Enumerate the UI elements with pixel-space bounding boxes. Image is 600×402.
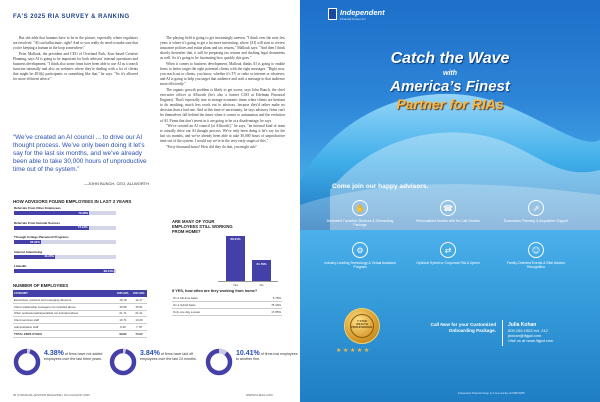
contact-name: Julia Kohan	[508, 322, 537, 328]
found-employees-title: HOW ADVISORS FOUND EMPLOYEES IN LAST 3 YEARS	[13, 199, 132, 204]
table-cell: Client services staff	[13, 317, 115, 324]
table-cell: 98.82	[115, 330, 131, 337]
bar-value-label: 68.21%	[230, 237, 241, 242]
table-cell: Only one day a week	[172, 309, 250, 316]
divider	[502, 320, 503, 346]
table-cell: 21.71	[115, 310, 131, 317]
feature-label: Industry-Leading Technology & Virtual Assistant Program	[324, 261, 396, 270]
stat-value: 3.84%	[140, 350, 160, 357]
feature-label: Optional Hybrid or Corporate RIA A Option	[416, 261, 480, 265]
pull-quote-attribution: —JOHN BUNCH, CEO, ALLWORTH	[84, 181, 149, 186]
bar-value-label: 40.20%	[44, 254, 54, 259]
employees-table-title: NUMBER OF EMPLOYEES	[13, 283, 69, 288]
table-cell: 10.71	[115, 317, 131, 324]
stat-callout	[109, 348, 201, 388]
options-icon: ⇄	[440, 242, 456, 258]
table-row	[13, 324, 147, 331]
bar-label: Referrals From Other Employees	[14, 206, 61, 210]
bar-value-label: 26.32%	[30, 239, 40, 244]
contact-website[interactable]: Visit us at www.ifgpd.com	[508, 338, 554, 343]
table-cell: Client relationship managers not included above	[13, 303, 115, 310]
bar	[226, 236, 245, 281]
bar-value-label: 98.44%	[103, 268, 114, 273]
stat-value: 4.38%	[44, 350, 64, 357]
table-cell: 21.21	[131, 310, 147, 317]
bar-track	[14, 240, 116, 244]
bar-track	[14, 226, 116, 230]
stat-text	[140, 350, 202, 362]
people-icon: ☺	[528, 242, 544, 258]
working-from-home-title: ARE MANY OF YOUR EMPLOYEES STILL WORKING FROM HOME?	[172, 219, 233, 234]
paragraph: When it comes to business development, Mallouk thinks AI is going to enable firms to better target the right potential clients with the right messages. "Right now, you reach out to clients, you know, whether it's TV or radio or internet or whatever, and AI is going to help you target that audience and craft a message to that audience more efficiently."	[160, 61, 285, 87]
contact-email[interactable]: jkohan@ifgpd.com	[508, 333, 542, 338]
gear-icon: ⚙	[352, 242, 368, 258]
bar-value-label: 31.79%	[256, 261, 267, 266]
table-row	[172, 309, 282, 316]
bar	[14, 269, 114, 273]
table-header-cell: 2025 AVG.	[116, 292, 130, 295]
table-cell: 12.17	[131, 297, 147, 303]
paragraph: The organic growth problem is likely to get worse, says John Bunch, the chief executive officer at Allworth (he's also a former COO at Edelman Financial Engines). That's especially true in strange economic times when clients are hesitant to do anything, much less reach out to advisors, because they'd rather make no decision than a bad one. And at this time of uncertainty, he says advisory firms can't let themselves fall behind the times when it comes to automation and the evolution of AI. Firms that don't invest in it are going to be at a disadvantage, he says.	[160, 87, 285, 123]
table-cell: TOTAL EMPLOYEES	[13, 330, 115, 337]
bar	[14, 255, 55, 259]
article-column-2	[160, 36, 285, 151]
stat-description: of firms have not added employees over the last three years.	[44, 352, 103, 361]
bar-label: Through College Placement Programs	[14, 235, 69, 239]
table-cell: 6.75%	[250, 295, 282, 302]
ad-headline-with: with	[443, 70, 457, 77]
bar	[14, 211, 89, 215]
advertisement-page	[300, 0, 600, 402]
donut-remainder	[112, 351, 134, 373]
bar-category-label: No	[259, 282, 264, 287]
feature-label: Dedicated Transition Services & Onboarding Package	[326, 219, 394, 228]
stat-description: of firms lost employees to another firm.	[236, 352, 298, 361]
ad-headline-3: Partner for RIAs	[396, 96, 504, 112]
bar-label: LinkedIn	[14, 264, 27, 268]
page-footer-url: WWW.FA-MAG.COM	[246, 393, 273, 397]
bar-category-label: Yes	[233, 282, 238, 287]
employees-table	[13, 290, 147, 338]
stat-callout	[205, 348, 297, 388]
company-logo-name: Independent	[340, 8, 385, 17]
handshake-icon: ✋	[352, 200, 368, 216]
table-header-row	[13, 290, 147, 297]
table-cell: 15.58	[115, 303, 131, 310]
contact-block	[508, 322, 598, 343]
paragraph: Peter Mallouk, the president and CEO of Overland Park, Kan.-based Creative Planning, says AI is going to be important for both advisors' internal operations and business development. "I think also some firms have been able to use AI as a search function internally and also on websites where they're dealing with a lot of clients that might be 401(k) participants or something like that," he says. "So it's allowed for more efficient advice."	[13, 51, 138, 82]
feature-label: Personalized Service with No Call Centers	[416, 219, 480, 223]
paragraph: "We've created an AI council [at Allworth]," he says, "an internal kind of team to actually drive our AI thought process. We've only been doing it let's say for the last six months, and we've already been able to take 30,000 hours of unproductive time out of the system. I would say we're in the very early stages of this."	[160, 124, 285, 144]
table-cell: 70.22	[131, 330, 147, 337]
stat-value: 10.41%	[236, 350, 260, 357]
paragraph: The playing field is going to get increasingly uneven. "I think over the next few years is where it's going to get a lot more interesting, where [AI] will start to review insurance policies and estate plans and tax returns," Mallouk says. "And then I think shortly thereafter that, it will be preparing tax returns and drafting legal documents as well. So it's going to be fascinating how quickly this goes."	[160, 36, 285, 61]
paragraph: "Forty thousand hours! How did they do that, you might ask?	[166, 144, 257, 149]
award-seal-text: 5 STAR WEALTH PROFESSIONAL	[350, 314, 374, 338]
bar	[14, 226, 89, 230]
page-footer: 30 | FINANCIAL ADVISOR MAGAZINE | JULY/AUGUST 2025	[13, 393, 90, 397]
table-row	[13, 310, 147, 317]
table-cell: Executives, partners and managing directors	[13, 297, 115, 303]
star-rating: ★★★★★	[336, 347, 371, 354]
table-header-cell: CATEGORY	[13, 290, 115, 297]
table-cell: 15.51	[131, 303, 147, 310]
donut-chart	[205, 348, 233, 376]
company-logo-icon	[328, 8, 337, 20]
bar-track	[14, 255, 116, 259]
bar-label: Referrals From Outside Sources	[14, 220, 61, 225]
donut-remainder	[208, 351, 230, 373]
disclosure: Independent Financial Group, LLC is a member of FINRA/SIPC.	[458, 392, 526, 395]
feature-label: Family-Oriented Events & Elite Advisor Recognition	[506, 261, 566, 270]
working-how-table	[172, 295, 282, 316]
ad-tagline: Come join our happy advisors.	[332, 183, 429, 190]
table-cell: On a hybrid basis	[172, 302, 250, 309]
stat-text	[236, 350, 298, 362]
table-cell: 75.40%	[250, 302, 282, 309]
table-cell: On a full-time basis	[172, 295, 250, 302]
table-cell: 7.78	[131, 324, 147, 331]
donut-remainder	[16, 351, 38, 373]
table-cell: 17.85%	[250, 309, 282, 316]
ad-headline-1: Catch the Wave	[390, 50, 510, 67]
bar-label: Internet Advertising	[14, 249, 43, 254]
paragraph: But she adds that humans have to be in the picture, especially where regulators are involved. "AI can hallucinate, right? And so you really do need to make sure that you're keeping a human in the loop somewhere."	[13, 36, 138, 51]
bar-value-label: 73.68%	[78, 210, 89, 215]
table-cell: 15.18	[115, 297, 131, 303]
table-row	[13, 330, 147, 337]
ad-headline-2: America’s Finest	[390, 78, 510, 95]
donut-chart	[109, 348, 137, 376]
bar-value-label: 73.13%	[77, 225, 88, 230]
table-cell: 13.20	[131, 317, 147, 324]
call-to-action: Call Now for your Customized Onboarding Package.	[430, 322, 496, 333]
phone-icon: ☎	[440, 200, 456, 216]
running-head: FA'S 2025 RIA SURVEY & RANKING	[13, 14, 130, 20]
stat-text	[44, 350, 106, 362]
bar	[14, 240, 41, 244]
table-row	[13, 303, 147, 310]
table-cell: Other professionals/specialists not included above	[13, 310, 115, 317]
feature-label: Succession Planning & Acquisition Support	[503, 219, 569, 223]
company-logo-subtitle: Financial Group LLC	[340, 17, 366, 21]
table-header-cell: 2024 AVG.	[132, 292, 146, 295]
chart-icon: ⇗	[528, 200, 544, 216]
stat-description: of firms have laid off employees over the last 24 months.	[140, 352, 197, 361]
award-seal	[344, 308, 380, 344]
bar-track	[14, 269, 116, 273]
table-cell: Administrative staff	[13, 324, 115, 331]
chart-axis	[218, 281, 278, 282]
contact-phone[interactable]: 800.269.1903 ext. 212	[508, 328, 548, 333]
table-cell: 9.26	[115, 324, 131, 331]
article-column-1	[13, 36, 138, 83]
bar-track	[14, 211, 116, 215]
donut-chart	[13, 348, 41, 376]
table-row	[172, 302, 282, 309]
table-row	[13, 317, 147, 324]
pull-quote: “We’ve created an AI council ... to drive our AI thought process. We’ve only been doing it let’s say for the last six months, and we’ve already been able to take 30,000 hours of unproductive time out of the system.”	[13, 134, 147, 173]
stat-callout	[13, 348, 105, 388]
working-how-title: If YES, how often are they working from home?	[172, 289, 258, 293]
